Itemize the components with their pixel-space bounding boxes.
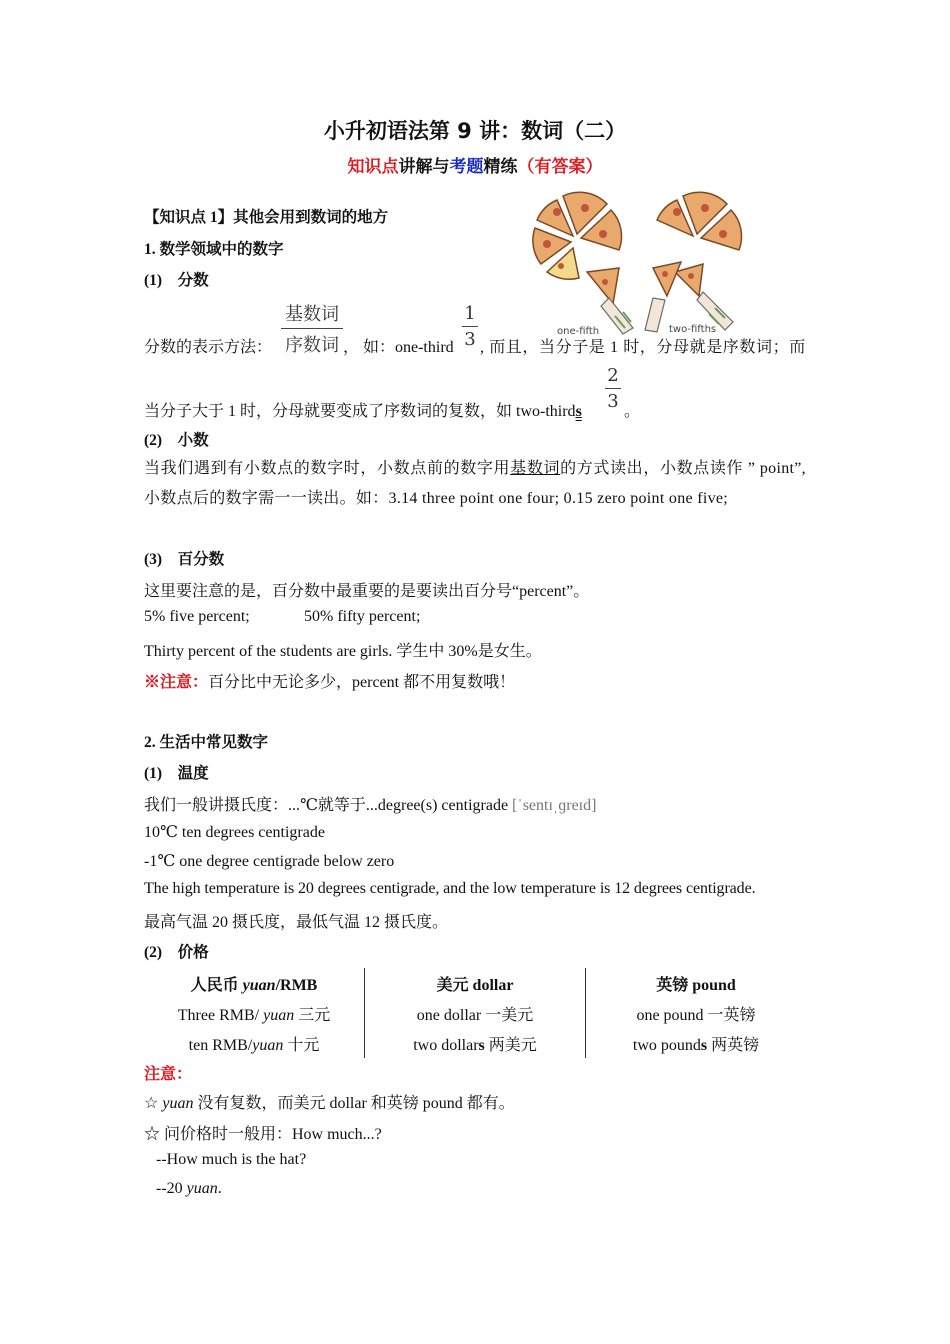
cell-text: ten RMB/ xyxy=(188,1036,253,1054)
phonetic: [ˈsentɪˌɡreɪd] xyxy=(512,797,597,814)
fraction-denominator: 序数词 xyxy=(285,335,339,356)
cell-text: two pound xyxy=(632,1036,701,1054)
dialog-line: --How much is the hat? xyxy=(156,1151,307,1168)
fraction-plural-text xyxy=(144,398,582,421)
subsection-heading: (2) 价格 xyxy=(144,944,209,961)
header-text: 人民币 xyxy=(190,976,243,994)
note-label: ※注意： xyxy=(144,674,209,691)
decimal-underlined: 基数词 xyxy=(510,460,561,477)
temperature-text: 我们一般讲摄氏度：...℃就等于...degree(s) centigrade xyxy=(144,797,509,814)
header-text: /RMB xyxy=(275,976,318,994)
temperature-intro xyxy=(144,792,596,815)
fraction-intro: 分数的表示方法： xyxy=(144,339,273,356)
table-cell xyxy=(144,998,365,1028)
note-line xyxy=(144,1090,515,1113)
temperature-example: -1℃ one degree centigrade below zero xyxy=(144,853,395,870)
fraction-numerator: 2 xyxy=(607,365,619,386)
fraction-denominator: 3 xyxy=(464,329,476,350)
cell-text: Three RMB/ xyxy=(177,1006,264,1024)
page-subtitle xyxy=(0,152,950,177)
note-line: ☆ 问价格时一般用：How much...? xyxy=(144,1126,382,1143)
fraction-one-third xyxy=(462,303,478,350)
currency-table xyxy=(144,968,806,1058)
page-title: 小升初语法第 9 讲：数词（二） xyxy=(323,119,627,143)
cell-text: 十元 xyxy=(283,1036,320,1054)
cell-italic: yuan xyxy=(252,1036,284,1054)
cell-italic: yuan xyxy=(263,1006,295,1024)
subtitle-part: （有答案） xyxy=(517,157,603,177)
table-header-cell xyxy=(144,968,365,998)
cell-bold: s xyxy=(700,1036,708,1054)
table-row xyxy=(144,1028,806,1058)
pizza-one-fifth-icon xyxy=(533,192,633,334)
table-cell xyxy=(365,1028,586,1058)
note-text: 百分比中无论多少，percent 都不用复数哦！ xyxy=(208,674,516,691)
table-header-cell: 美元 dollar xyxy=(365,968,586,998)
subsection-heading: (2) 小数 xyxy=(144,432,209,449)
star-icon: ☆ xyxy=(144,1095,163,1112)
note-text: 没有复数，而美元 dollar 和英镑 pound 都有。 xyxy=(193,1095,515,1112)
fraction-numerator: 1 xyxy=(464,303,476,324)
subsection-heading: (3) 百分数 xyxy=(144,551,225,568)
note-label: 注意： xyxy=(144,1066,193,1083)
subtitle-part: 讲解与 xyxy=(398,157,450,177)
subtitle-part: 精练 xyxy=(483,157,518,177)
cell-text: 两英镑 xyxy=(707,1036,760,1054)
cell-text: 三元 xyxy=(294,1006,331,1024)
percent-paragraph: 这里要注意的是，百分数中最重要的是要读出百分号“percent”。 xyxy=(144,583,590,600)
cell-bold: s xyxy=(478,1036,485,1054)
temperature-example: 10℃ ten degrees centigrade xyxy=(144,824,325,841)
fraction-denominator: 3 xyxy=(607,391,619,412)
fraction-example: ， 如：one-third xyxy=(343,339,454,356)
cell-text: 两美元 xyxy=(484,1036,537,1054)
decimal-text: 当我们遇到有小数点的数字时，小数点前的数字用 xyxy=(144,460,511,477)
dialog-line xyxy=(156,1180,222,1198)
decimal-text: 的方式读出，小数点读作 ” point”, 小数点后的数字需一一读出。如：3.14 three point one four; 0.15 zero point one five; xyxy=(144,460,806,507)
table-cell xyxy=(586,1028,807,1058)
temperature-example: 最高气温 20 摄氏度，最低气温 12 摄氏度。 xyxy=(144,914,449,931)
fraction-numerator: 基数词 xyxy=(285,304,339,325)
cell-text: two dollar xyxy=(413,1036,479,1054)
subsection-heading: (1) 分数 xyxy=(144,272,209,289)
fraction-two-thirds xyxy=(605,365,621,412)
fraction-rule-text: , 而且，当分子是 1 时，分母就是序数词；而 xyxy=(480,339,806,356)
percent-note xyxy=(144,669,515,692)
pizza-label-two-fifths: two-fifths xyxy=(669,324,717,335)
table-row xyxy=(144,998,806,1028)
pizza-label-one-fifth: one-fifth xyxy=(557,326,600,337)
percent-example: 50% fifty percent; xyxy=(304,608,421,625)
table-header-cell: 英镑 pound xyxy=(656,976,736,994)
pizza-two-fifths-icon xyxy=(645,192,742,332)
fraction-plural-main: 当分子大于 1 时，分母就要变成了序数词的复数，如 two-third xyxy=(144,403,576,420)
sentence-end: 。 xyxy=(624,403,641,420)
subsection-heading: 1. 数学领域中的数字 xyxy=(144,241,284,258)
percent-example: Thirty percent of the students are girls. 学生中 30%是女生。 xyxy=(144,643,542,660)
decimal-paragraph xyxy=(144,454,806,514)
table-cell: one pound 一英镑 xyxy=(636,1006,756,1024)
fraction-formula xyxy=(281,300,343,357)
table-cell: one dollar 一美元 xyxy=(365,998,586,1028)
subtitle-part: 考题 xyxy=(449,157,484,177)
italic-word: yuan xyxy=(186,1180,218,1197)
dialog-text: --20 xyxy=(156,1180,187,1197)
subsection-heading: (1) 温度 xyxy=(144,765,209,782)
subsection-heading: 2. 生活中常见数字 xyxy=(144,734,269,751)
pizza-illustration xyxy=(527,188,759,340)
plural-s: s xyxy=(575,403,582,420)
italic-word: yuan xyxy=(162,1095,194,1112)
header-italic: yuan xyxy=(242,976,276,994)
section-heading: 【知识点 1】其他会用到数词的地方 xyxy=(144,209,389,226)
percent-example: 5% five percent; xyxy=(144,608,250,625)
subtitle-part: 知识点 xyxy=(347,157,399,177)
dialog-text: . xyxy=(217,1180,222,1197)
table-header-row xyxy=(144,968,806,998)
temperature-example: The high temperature is 20 degrees centigrade, and the low temperature is 12 degrees centigrade. xyxy=(144,880,756,897)
table-cell xyxy=(144,1028,365,1058)
